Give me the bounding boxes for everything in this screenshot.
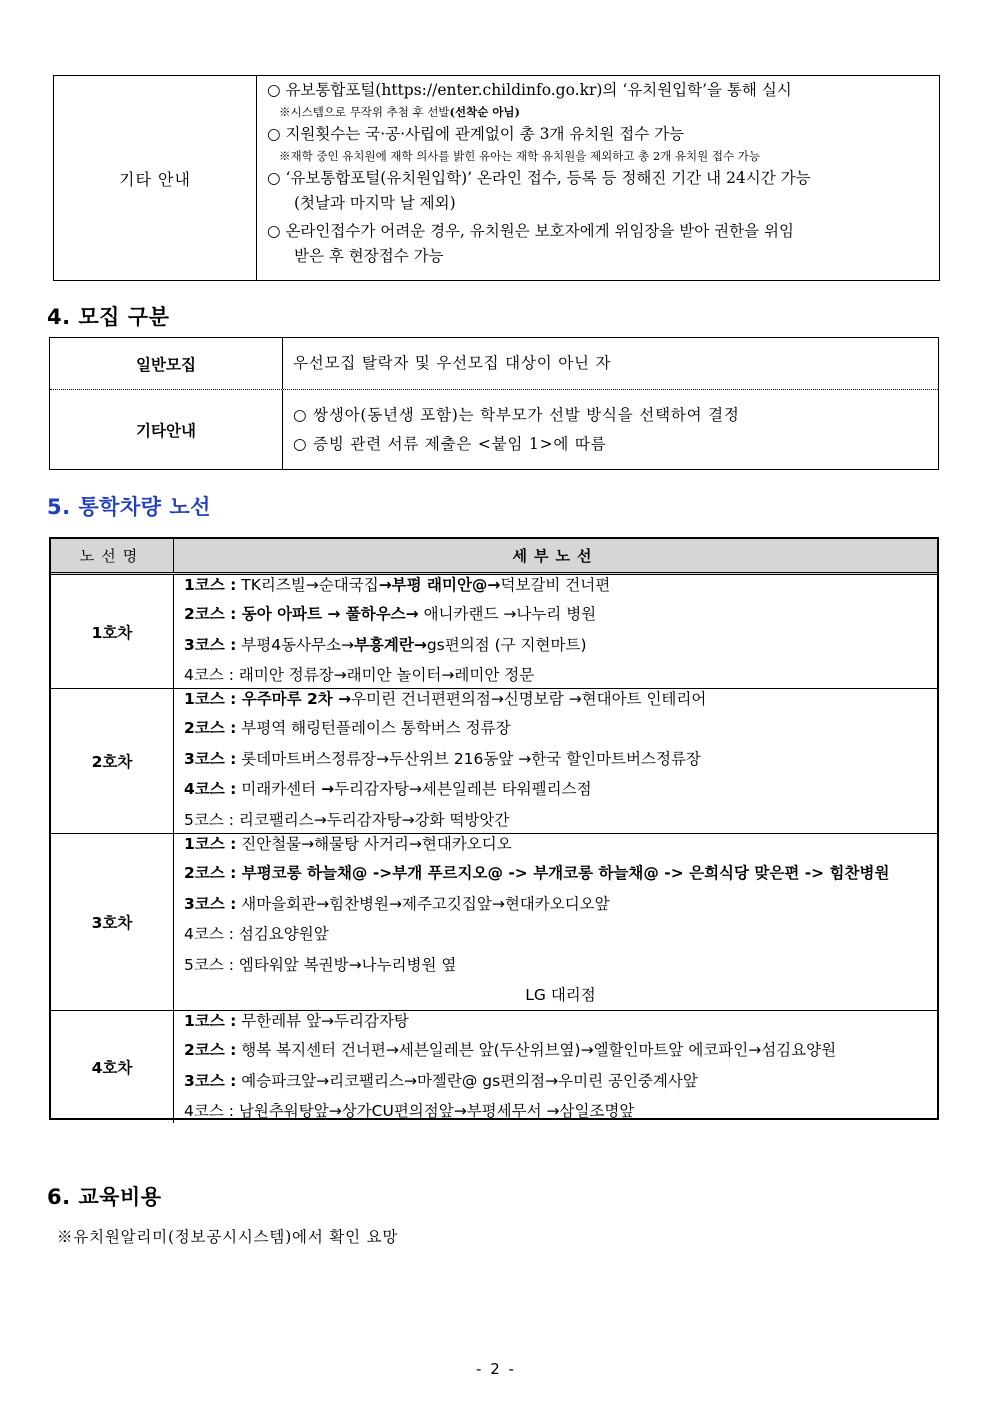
bus-group-4 (51, 1011, 937, 1123)
route-line: 2코스 : 부평역 해링턴플레이스 통학버스 정류장 (184, 719, 511, 737)
etc-line-2: ○ 지원횟수는 국·공·사립에 관계없이 총 3개 유치원 접수 가능 (267, 125, 685, 143)
bus-name-1: 1호차 (51, 575, 174, 688)
bus-name-2: 2호차 (51, 689, 174, 833)
etc-info-body (257, 76, 939, 280)
recruit-type-table (49, 337, 939, 470)
etc-line-4b: 받은 후 현장접수 가능 (294, 247, 444, 265)
bus-routes-1 (174, 575, 937, 688)
bus-group-2 (51, 689, 937, 834)
bus-route-header (51, 539, 937, 575)
bus-group-1 (51, 575, 937, 689)
route-line: 1코스 : TK리즈빌→순대국집→부평 래미안@→덕보갈비 건너편 (184, 576, 611, 594)
recruit-etc-body (283, 390, 938, 470)
etc-line-4: ○ 온라인접수가 어려운 경우, 유치원은 보호자에게 위임장을 받아 권한을 위임 (267, 222, 794, 240)
tuition-note: ※유치원알리미(정보공시시스템)에서 확인 요망 (57, 1228, 399, 1246)
route-line: 3코스 : 새마을회관→힘찬병원→제주고깃집앞→현대카오디오앞 (184, 894, 610, 913)
recruit-general-text: 우선모집 탈락자 및 우선모집 대상이 아닌 자 (293, 354, 612, 372)
etc-note-1-bold: (선착순 아님) (449, 105, 520, 119)
recruit-row-general (50, 338, 938, 390)
route-line: 4코스 : 남원추워탕앞→상가CU편의점앞→부평세무서 →삼일조명앞 (184, 1102, 635, 1120)
route-line: 3코스 : 부평4동사무소→부흥계란→gs편의점 (구 지현마트) (184, 635, 587, 654)
route-line: 3코스 : 롯데마트버스정류장→두산위브 216동앞 →한국 할인마트버스정류장 (184, 749, 701, 768)
route-line: 1코스 : 진안철물→해물탕 사거리→현대카오디오 (184, 835, 512, 853)
route-line: 2코스 : 동아 아파트 → 풀하우스→ 애니카랜드 →나누리 병원 (184, 605, 597, 623)
recruit-general-label: 일반모집 (50, 338, 283, 389)
route-line: 2코스 : 부평코롱 하늘채@ ->부개 푸르지오@ -> 부개코롱 하늘채@ -> 은희식당 맞은편 -> 힘찬병원 (184, 864, 890, 882)
recruit-etc-line-1: ○ 쌍생아(동년생 포함)는 학부모가 선발 방식을 선택하여 결정 (293, 406, 740, 424)
bus-group-3 (51, 834, 937, 1011)
bus-name-3: 3호차 (51, 834, 174, 1010)
recruit-etc-line-2: ○ 증빙 관련 서류 제출은 <붙임 1>에 따름 (293, 435, 607, 453)
route-line: LG 대리점 (525, 986, 596, 1004)
route-line: 1코스 : 우주마루 2차 →우미린 건너편편의점→신명보람 →현대아트 인테리어 (184, 690, 707, 708)
page-number: - 2 - (476, 1360, 516, 1378)
col-route-detail: 세부노선 (512, 547, 599, 565)
route-line: 5코스 : 엠타워앞 복권방→나누리병원 옆 (184, 955, 457, 974)
etc-line-1: ○ 유보통합포털(https://enter.childinfo.go.kr)의 ‘유치원입학’을 통해 실시 (267, 81, 792, 99)
bus-route-table (49, 537, 939, 1120)
bus-routes-3 (174, 834, 937, 1010)
route-line: 5코스 : 리코팰리스→두리감자탕→강화 떡방앗간 (184, 810, 510, 829)
route-line: 4코스 : 섬김요양원앞 (184, 925, 329, 943)
route-line: 1코스 : 무한레뷰 앞→두리감자탕 (184, 1012, 409, 1030)
route-line: 3코스 : 예승파크앞→리코팰리스→마젤란@ gs편의점→우미린 공인중계사앞 (184, 1071, 698, 1090)
etc-info-table (53, 75, 940, 281)
bus-routes-4 (174, 1011, 937, 1123)
col-route-name: 노선명 (51, 539, 174, 572)
section-5-heading: 5. 통학차량 노선 (47, 495, 211, 519)
etc-note-1-text: ※시스템으로 무작위 추첨 후 선발 (279, 105, 450, 119)
section-4-heading: 4. 모집 구분 (47, 305, 170, 329)
section-6-heading: 6. 교육비용 (47, 1185, 162, 1209)
etc-info-label: 기타 안내 (54, 76, 257, 280)
etc-line-3: ○ ‘유보통합포털(유치원입학)’ 온라인 접수, 등록 등 정해진 기간 내 24시간 가능 (267, 169, 811, 187)
etc-note-1 (267, 103, 931, 122)
route-line: 4코스 : 미래카센터 →두리감자탕→세븐일레븐 타워펠리스점 (184, 780, 592, 798)
recruit-etc-label: 기타안내 (50, 390, 283, 470)
route-line: 4코스 : 래미안 정류장→래미안 놀이터→레미안 정문 (184, 666, 535, 684)
etc-note-2: ※재학 중인 유치원에 재학 의사를 밝힌 유아는 재학 유치원을 제외하고 총 2개 유치원 접수 가능 (279, 149, 761, 163)
bus-name-4: 4호차 (51, 1011, 174, 1123)
recruit-row-etc (50, 390, 938, 470)
etc-line-3b: (첫날과 마지막 날 제외) (294, 194, 456, 212)
route-line: 2코스 : 행복 복지센터 건너편→세븐일레븐 앞(두산위브옆)→엘할인마트앞 에코파인→섬김요양원 (184, 1041, 837, 1059)
bus-routes-2 (174, 689, 937, 833)
